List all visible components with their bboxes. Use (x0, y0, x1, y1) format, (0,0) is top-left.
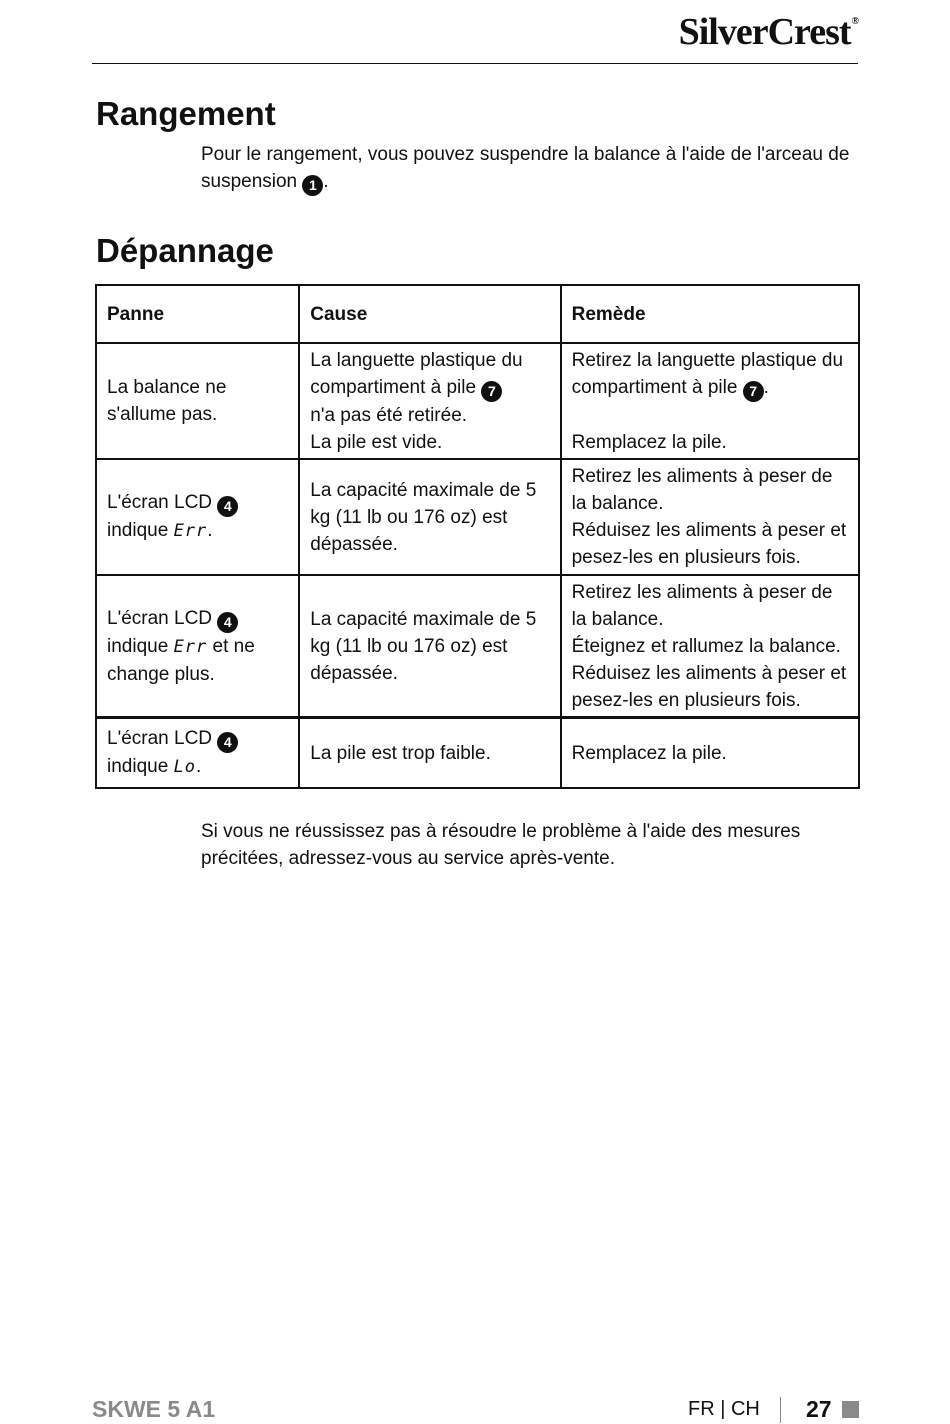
support-note: Si vous ne réussissez pas à résoudre le problème à l'aide des mesures précitées, adressez-vous au service après-vente. (201, 821, 801, 869)
cause-cell: La languette plastique du compartiment à pile 7 n'a pas été retirée. La pile est vide. (299, 343, 560, 459)
cause-cell: La capacité maximale de 5 kg (11 lb ou 176 oz) est dépassée. (299, 575, 560, 718)
panne-cell: L'écran LCD 4 indique Lo. (96, 718, 299, 789)
remede-cell: Retirez les aliments à peser de la balance. Réduisez les aliments à peser et pesez-les en plusieurs fois. (561, 459, 859, 575)
ref-number-4: 4 (217, 496, 238, 517)
header-rule (92, 63, 858, 64)
brand-logo: SilverCrest® (678, 11, 858, 53)
storage-paragraph: Pour le rangement, vous pouvez suspendre la balance à l'aide de l'arceau de suspension 1 . (201, 141, 861, 196)
column-header-cause: Cause (299, 285, 560, 343)
cause-cell: La capacité maximale de 5 kg (11 lb ou 176 oz) est dépassée. (299, 459, 560, 575)
lcd-display-text: Err (173, 636, 208, 657)
remede-cell: Remplacez la pile. (561, 718, 859, 789)
panne-cell: La balance ne s'allume pas. (96, 343, 299, 459)
table-row (96, 343, 859, 459)
footer-square-marker (842, 1401, 859, 1418)
table-row (96, 459, 859, 575)
cause-cell: La pile est trop faible. (299, 718, 560, 789)
remede-cell: Retirez les aliments à peser de la balance. Éteignez et rallumez la balance. Réduisez les aliments à peser et pesez-les en plusieurs fois. (561, 575, 859, 718)
column-header-panne: Panne (96, 285, 299, 343)
footer-model: SKWE 5 A1 (92, 1396, 216, 1422)
troubleshooting-table (95, 284, 860, 789)
column-header-remede: Remède (561, 285, 859, 343)
page-number: 27 (806, 1396, 832, 1422)
table-row (96, 575, 859, 718)
ref-number-7: 7 (481, 381, 502, 402)
lcd-display-text: Err (173, 521, 208, 541)
ref-number-7: 7 (743, 381, 764, 402)
table-header-row (96, 285, 859, 343)
lcd-display-text: Lo (173, 757, 197, 777)
ref-number-1: 1 (302, 175, 323, 196)
panne-cell: L'écran LCD 4 indique Err. (96, 459, 299, 575)
storage-heading: Rangement (96, 95, 276, 132)
panne-cell: L'écran LCD 4 indique Err et ne change plus. (96, 575, 299, 718)
table-row (96, 718, 859, 789)
footer-divider (780, 1397, 781, 1423)
ref-number-4: 4 (217, 732, 238, 753)
remede-cell: Retirez la languette plastique du compartiment à pile 7 . Remplacez la pile. (561, 343, 859, 459)
troubleshooting-heading: Dépannage (96, 232, 274, 269)
footer-languages: FR | CH (688, 1398, 760, 1420)
ref-number-4: 4 (217, 612, 238, 633)
